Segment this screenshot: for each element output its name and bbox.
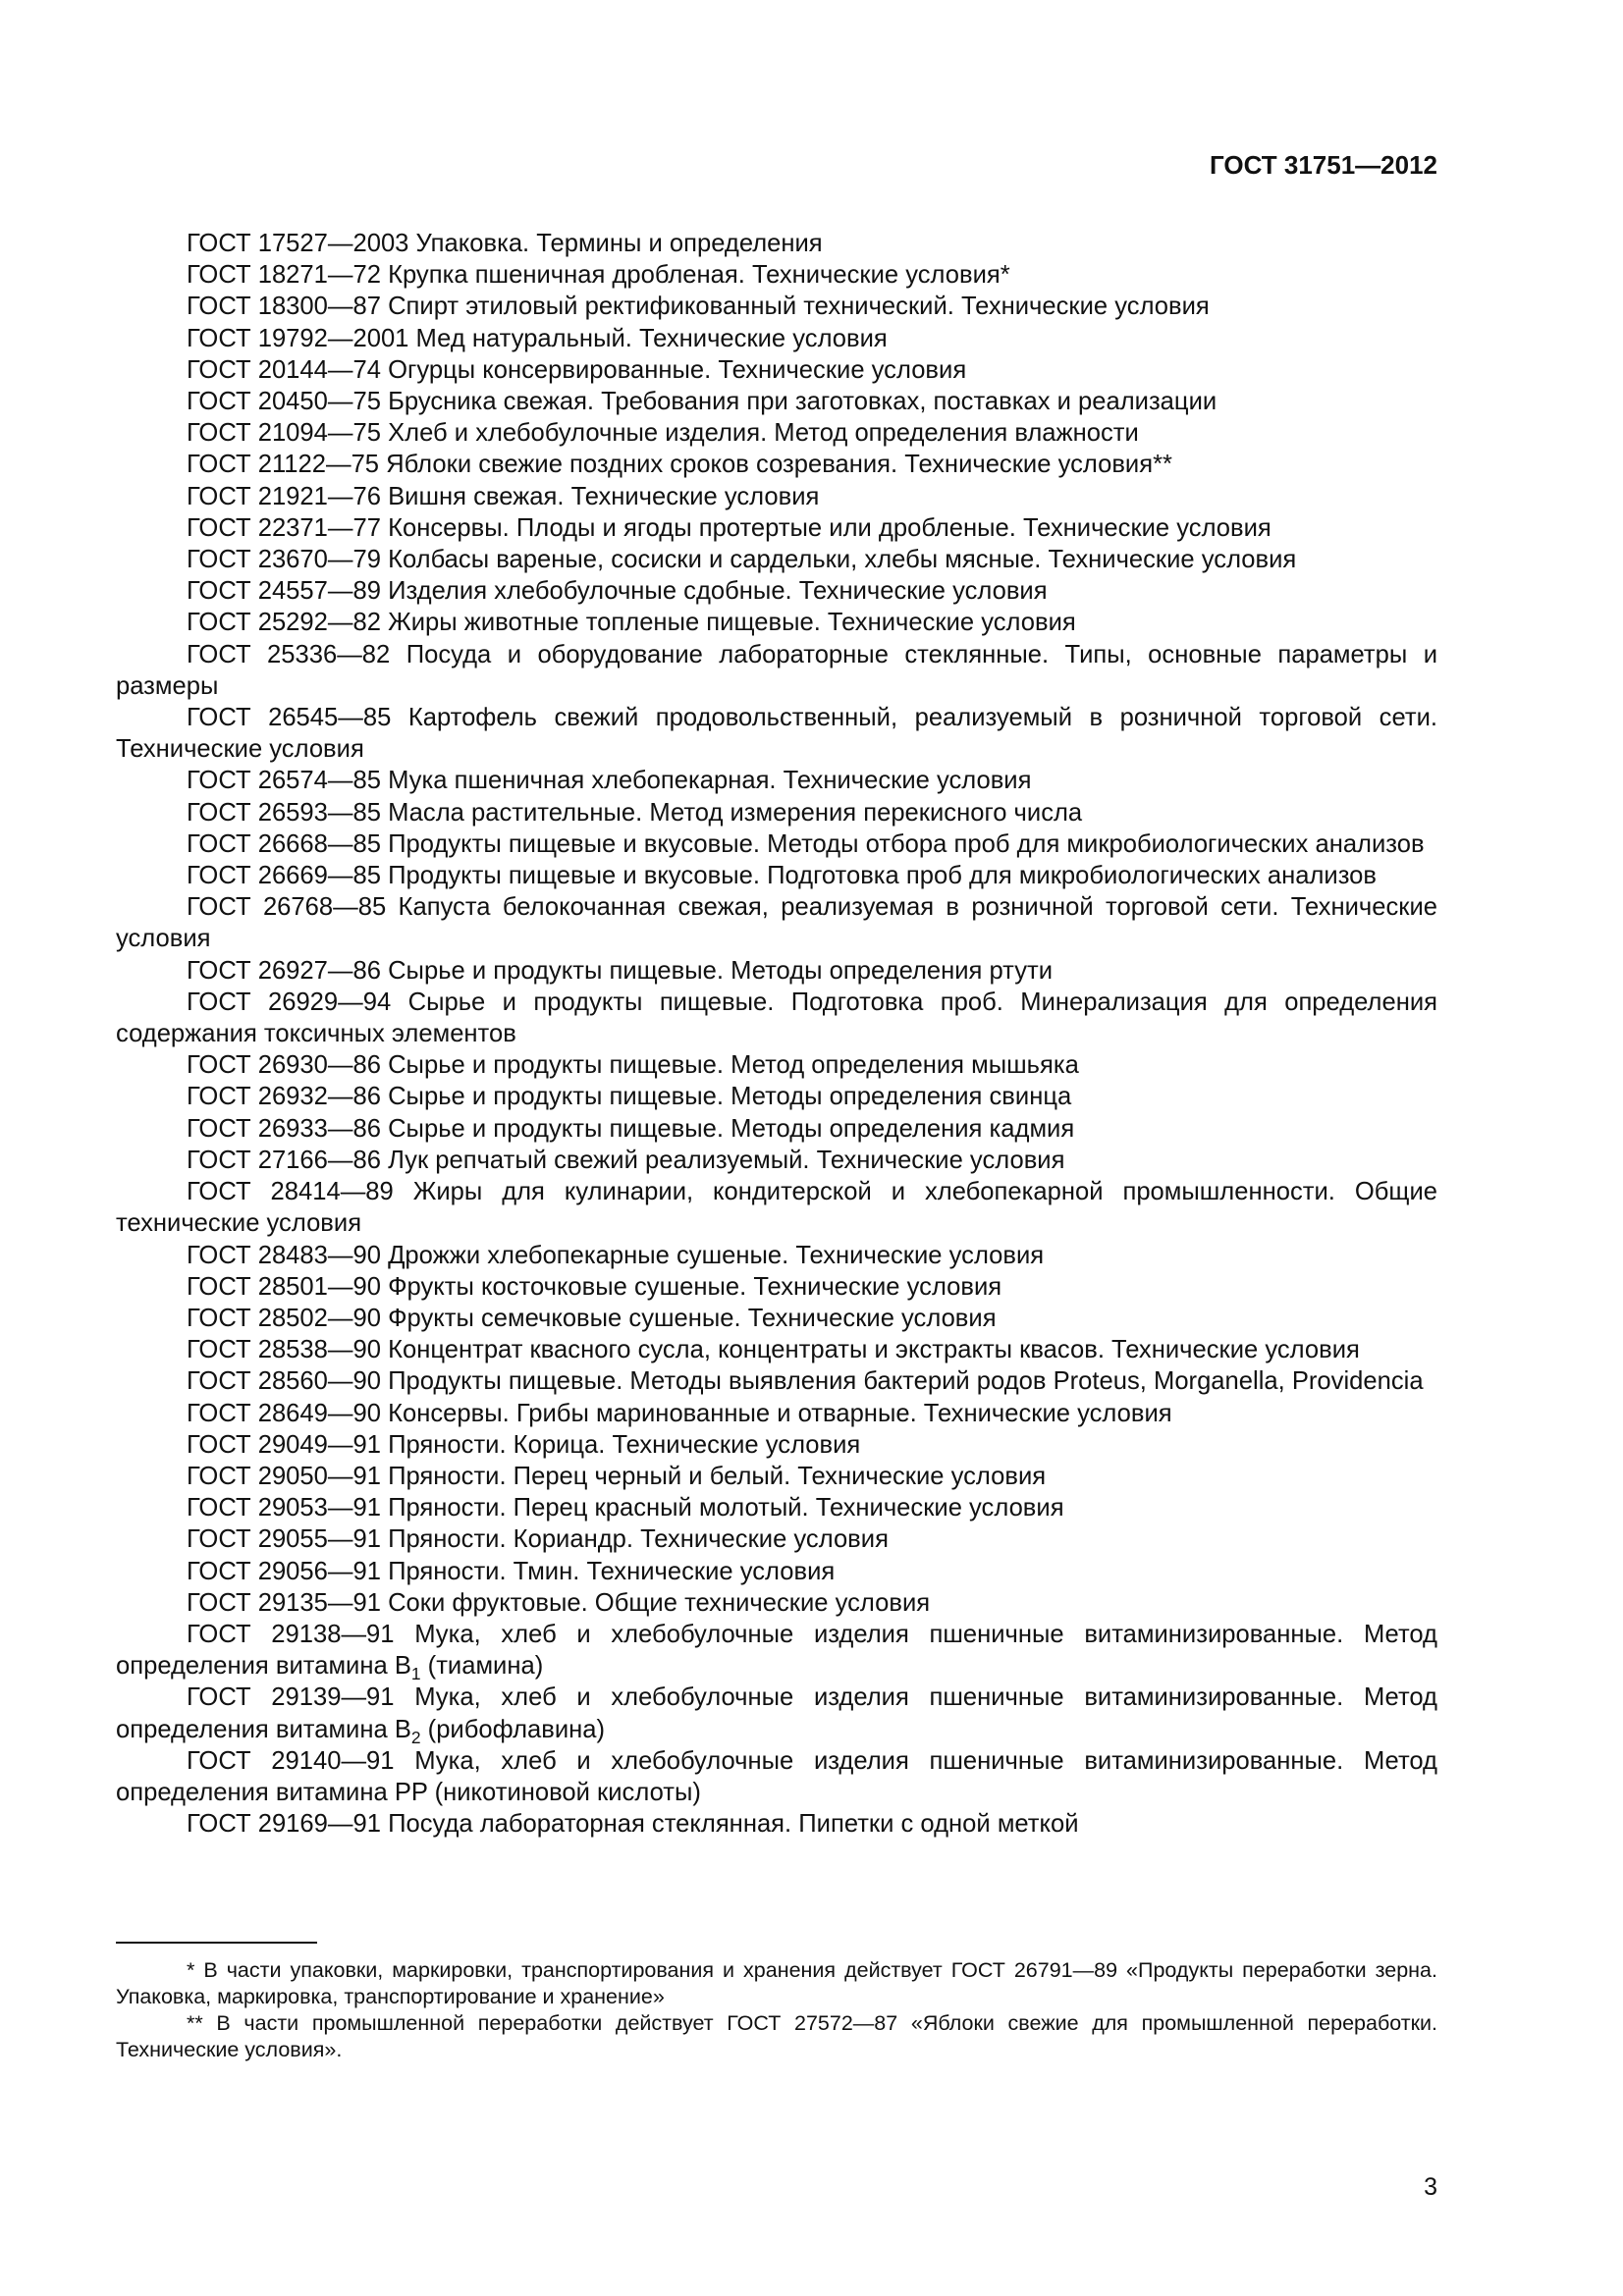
reference-title: Колбасы вареные, сосиски и сардельки, хлебы мясные. Технические условия — [388, 546, 1297, 574]
reference-title: Пряности. Корица. Технические условия — [388, 1430, 861, 1459]
reference-entry — [116, 512, 1437, 544]
reference-title: Дрожжи хлебопекарные сушеные. Технические условия — [388, 1241, 1045, 1269]
reference-entry — [116, 1682, 1437, 1747]
reference-entry — [116, 417, 1437, 449]
reference-title: Сырье и продукты пищевые. Методы определения свинца — [388, 1083, 1072, 1111]
reference-entry — [116, 1365, 1437, 1397]
reference-code: ГОСТ 26929—94 — [187, 988, 392, 1016]
reference-entry — [116, 575, 1437, 607]
reference-code: ГОСТ 22371—77 — [187, 513, 381, 542]
normative-references-list — [116, 228, 1437, 1840]
reference-entry — [116, 765, 1437, 796]
reference-title: Посуда лабораторная стеклянная. Пипетки с одной меткой — [388, 1810, 1079, 1839]
reference-code: ГОСТ 29056—91 — [187, 1557, 381, 1585]
reference-code: ГОСТ 26927—86 — [187, 956, 381, 985]
reference-title: Лук репчатый свежий реализуемый. Технические условия — [388, 1146, 1065, 1174]
reference-title: Вишня свежая. Технические условия — [388, 482, 820, 510]
reference-code: ГОСТ 25336—82 — [187, 640, 391, 668]
reference-code: ГОСТ 26545—85 — [187, 704, 392, 732]
reference-code: ГОСТ 28483—90 — [187, 1241, 381, 1269]
reference-title: Фрукты семечковые сушеные. Технические условия — [388, 1304, 997, 1332]
reference-code: ГОСТ 28538—90 — [187, 1336, 381, 1364]
footnote-separator — [116, 1942, 317, 1944]
reference-code: ГОСТ 28414—89 — [187, 1178, 394, 1206]
reference-entry — [116, 828, 1437, 860]
reference-entry — [116, 1745, 1437, 1808]
reference-title: Сырье и продукты пищевые. Методы определения кадмия — [388, 1114, 1075, 1143]
reference-title: Спирт этиловый ректификованный технический. Технические условия — [388, 293, 1210, 321]
reference-code: ГОСТ 29049—91 — [187, 1430, 381, 1459]
reference-entry — [116, 1556, 1437, 1587]
reference-code: ГОСТ 29139—91 — [187, 1683, 395, 1712]
reference-code: ГОСТ 26930—86 — [187, 1051, 381, 1080]
reference-entry — [116, 449, 1437, 480]
reference-title: Капуста белокочанная свежая, реализуемая в розничной торговой сети. Технические условия — [116, 893, 1437, 953]
reference-title: Сырье и продукты пищевые. Методы определения ртути — [388, 956, 1054, 985]
reference-title: Брусника свежая. Требования при заготовках, поставках и реализации — [388, 388, 1217, 416]
reference-title: Огурцы консервированные. Технические условия — [388, 355, 967, 384]
reference-entry — [116, 1429, 1437, 1461]
reference-entry — [116, 1587, 1437, 1619]
reference-title: Продукты пищевые. Методы выявления бактерий родов Proteus, Morganella, Providencia — [388, 1367, 1424, 1396]
footnote: * В части упаковки, маркировки, транспортирования и хранения действует ГОСТ 26791—89 «Продукты переработки зерна. Упаковка, маркировка, транспортирование и хранение» — [116, 1958, 1437, 2008]
reference-code: ГОСТ 29135—91 — [187, 1588, 381, 1617]
reference-entry — [116, 228, 1437, 259]
reference-entry — [116, 955, 1437, 987]
reference-title: Картофель свежий продовольственный, реализуемый в розничной торговой сети. Технические условия — [116, 704, 1437, 764]
reference-entry — [116, 1808, 1437, 1840]
document-code-header: ГОСТ 31751—2012 — [1210, 150, 1437, 180]
reference-title: Фрукты косточковые сушеные. Технические условия — [388, 1272, 1002, 1301]
reference-entry — [116, 291, 1437, 322]
vitamin-subscript: 2 — [410, 1727, 421, 1747]
reference-title: Жиры для кулинарии, кондитерской и хлебопекарной промышленности. Общие технические условия — [116, 1178, 1437, 1238]
page-number: 3 — [1424, 2173, 1437, 2201]
reference-code: ГОСТ 29140—91 — [187, 1746, 395, 1775]
reference-title-tail: (тиамина) — [420, 1652, 544, 1681]
reference-title: Пряности. Перец черный и белый. Технические условия — [388, 1462, 1047, 1490]
vitamin-subscript: 1 — [410, 1664, 421, 1684]
reference-entry — [116, 1176, 1437, 1239]
reference-title: Масла растительные. Метод измерения перекисного числа — [388, 798, 1083, 827]
reference-title: Изделия хлебобулочные сдобные. Технические условия — [388, 577, 1048, 606]
reference-code: ГОСТ 26768—85 — [187, 893, 387, 922]
reference-title: Продукты пищевые и вкусовые. Подготовка проб для микробиологических анализов — [388, 862, 1377, 890]
reference-title: Яблоки свежие поздних сроков созревания. Технические условия** — [386, 451, 1173, 479]
reference-entry — [116, 1619, 1437, 1682]
reference-title-tail: (рибофлавина) — [420, 1715, 606, 1743]
reference-code: ГОСТ 21122—75 — [187, 451, 380, 479]
reference-title: Мука, хлеб и хлебобулочные изделия пшеничные витаминизированные. Метод определения витамина B — [116, 1620, 1437, 1681]
reference-code: ГОСТ 29169—91 — [187, 1810, 381, 1839]
reference-code: ГОСТ 24557—89 — [187, 577, 381, 606]
reference-entry — [116, 1523, 1437, 1555]
reference-code: ГОСТ 20450—75 — [187, 388, 381, 416]
reference-code: ГОСТ 28649—90 — [187, 1399, 381, 1427]
reference-code: ГОСТ 29138—91 — [187, 1620, 395, 1648]
reference-entry — [116, 386, 1437, 417]
reference-title: Консервы. Плоды и ягоды протертые или дробленые. Технические условия — [388, 513, 1271, 542]
reference-code: ГОСТ 29055—91 — [187, 1525, 381, 1554]
reference-title: Жиры животные топленые пищевые. Технические условия — [388, 609, 1076, 637]
reference-title: Сырье и продукты пищевые. Метод определения мышьяка — [388, 1051, 1079, 1080]
reference-entry — [116, 702, 1437, 765]
reference-code: ГОСТ 26933—86 — [187, 1114, 381, 1143]
footnotes — [116, 1957, 1437, 2063]
reference-code: ГОСТ 20144—74 — [187, 355, 381, 384]
reference-title: Концентрат квасного сусла, концентраты и экстракты квасов. Технические условия — [388, 1336, 1360, 1364]
reference-title: Продукты пищевые и вкусовые. Методы отбора проб для микробиологических анализов — [388, 829, 1425, 858]
reference-code: ГОСТ 17527—2003 — [187, 230, 409, 257]
reference-code: ГОСТ 26574—85 — [187, 767, 381, 795]
reference-title: Пряности. Кориандр. Технические условия — [388, 1525, 889, 1554]
reference-title: Пряности. Перец красный молотый. Технические условия — [388, 1494, 1064, 1522]
reference-entry — [116, 1461, 1437, 1492]
reference-code: ГОСТ 29050—91 — [187, 1462, 381, 1490]
reference-title: Крупка пшеничная дробленая. Технические условия* — [388, 261, 1010, 290]
reference-code: ГОСТ 23670—79 — [187, 546, 381, 574]
reference-code: ГОСТ 28560—90 — [187, 1367, 381, 1396]
reference-entry — [116, 354, 1437, 386]
reference-entry — [116, 1303, 1437, 1334]
reference-title: Посуда и оборудование лабораторные стеклянные. Типы, основные параметры и размеры — [116, 640, 1437, 700]
reference-code: ГОСТ 21094—75 — [187, 419, 381, 448]
reference-entry — [116, 891, 1437, 954]
reference-entry — [116, 1398, 1437, 1429]
reference-entry — [116, 259, 1437, 291]
reference-entry — [116, 1271, 1437, 1303]
reference-entry — [116, 639, 1437, 702]
reference-title: Мед натуральный. Технические условия — [415, 324, 888, 352]
reference-title: Пряности. Тмин. Технические условия — [388, 1557, 836, 1585]
reference-code: ГОСТ 29053—91 — [187, 1494, 381, 1522]
reference-title: Хлеб и хлебобулочные изделия. Метод определения влажности — [388, 419, 1139, 448]
reference-code: ГОСТ 27166—86 — [187, 1146, 381, 1174]
reference-entry — [116, 1049, 1437, 1081]
reference-title: Мука, хлеб и хлебобулочные изделия пшеничные витаминизированные. Метод определения витамина B — [116, 1683, 1437, 1743]
reference-entry — [116, 323, 1437, 354]
reference-code: ГОСТ 19792—2001 — [187, 324, 409, 352]
reference-entry — [116, 797, 1437, 828]
reference-entry — [116, 1113, 1437, 1145]
reference-title: Упаковка. Термины и определения — [415, 230, 823, 257]
reference-entry — [116, 860, 1437, 891]
reference-entry — [116, 544, 1437, 575]
reference-code: ГОСТ 18271—72 — [187, 261, 381, 290]
reference-code: ГОСТ 21921—76 — [187, 482, 381, 510]
reference-code: ГОСТ 28501—90 — [187, 1272, 381, 1301]
reference-title: Мука, хлеб и хлебобулочные изделия пшеничные витаминизированные. Метод определения витамина PP (никотиновой кислоты) — [116, 1746, 1437, 1806]
reference-title: Соки фруктовые. Общие технические условия — [388, 1588, 931, 1617]
footnote: ** В части промышленной переработки действует ГОСТ 27572—87 «Яблоки свежие для промышленной переработки. Технические условия». — [116, 2011, 1437, 2061]
reference-entry — [116, 1492, 1437, 1523]
reference-entry — [116, 987, 1437, 1049]
reference-code: ГОСТ 25292—82 — [187, 609, 381, 637]
reference-title: Сырье и продукты пищевые. Подготовка проб. Минерализация для определения содержания токсичных элементов — [116, 988, 1437, 1048]
reference-code: ГОСТ 26932—86 — [187, 1083, 381, 1111]
reference-title: Мука пшеничная хлебопекарная. Технические условия — [388, 767, 1032, 795]
reference-code: ГОСТ 26593—85 — [187, 798, 381, 827]
reference-entry — [116, 607, 1437, 638]
reference-entry — [116, 1145, 1437, 1176]
reference-title: Консервы. Грибы маринованные и отварные. Технические условия — [388, 1399, 1172, 1427]
reference-code: ГОСТ 18300—87 — [187, 293, 381, 321]
reference-code: ГОСТ 28502—90 — [187, 1304, 381, 1332]
reference-entry — [116, 1240, 1437, 1271]
reference-entry — [116, 481, 1437, 512]
reference-code: ГОСТ 26668—85 — [187, 829, 381, 858]
reference-code: ГОСТ 26669—85 — [187, 862, 381, 890]
reference-entry — [116, 1081, 1437, 1112]
reference-entry — [116, 1334, 1437, 1365]
